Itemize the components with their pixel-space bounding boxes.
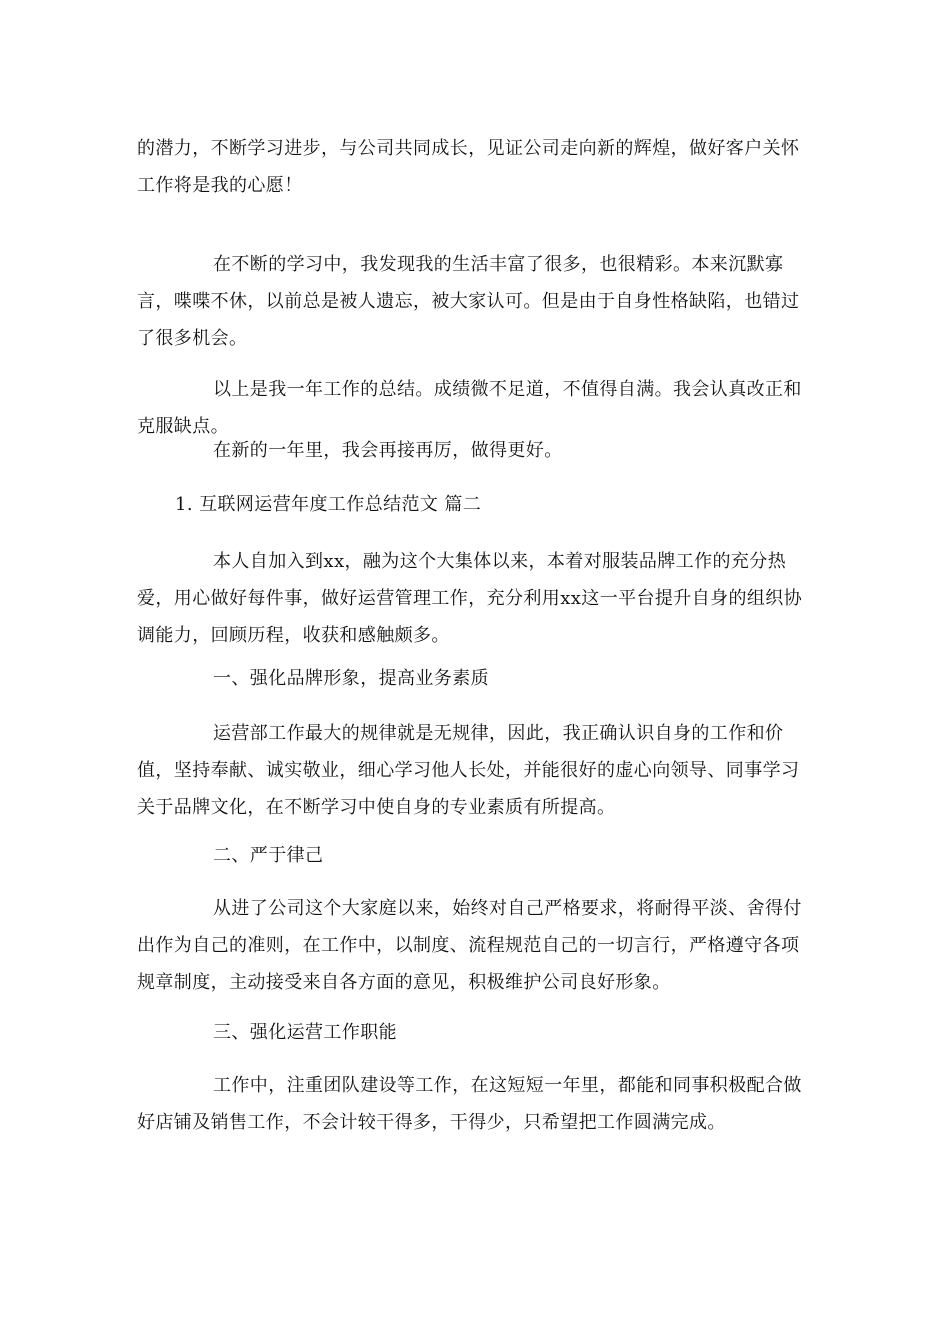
section-title: 1. 互联网运营年度工作总结范文 篇二 bbox=[175, 494, 482, 515]
paragraph-new-year: 在新的一年里，我会再接再厉，做得更好。 bbox=[213, 440, 563, 461]
heading-operations: 三、强化运营工作职能 bbox=[213, 1022, 397, 1043]
paragraph-self-discipline: 从进了公司这个大家庭以来，始终对自己严格要求，将耐得平淡、舍得付出作为自己的准则，在工作中，以制度、流程规范自己的一切言行，严格遵守各项规章制度，主动接受来自各方面的意见，积极维护公司良好形象。 bbox=[137, 898, 802, 993]
heading-self-discipline: 二、严于律己 bbox=[213, 845, 324, 866]
paragraph-summary: 以上是我一年工作的总结。成绩微不足道，不值得自满。我会认真改正和克服缺点。 bbox=[137, 379, 802, 437]
paragraph-continuation: 的潜力，不断学习进步，与公司共同成长，见证公司走向新的辉煌，做好客户关怀工作将是我的心愿！ bbox=[137, 138, 800, 196]
paragraph-brand-image: 运营部工作最大的规律就是无规律，因此，我正确认识自身的工作和价值，坚持奉献、诚实敬业，细心学习他人长处，并能很好的虚心向领导、同事学习关于品牌文化，在不断学习中使自身的专业素质有所提高。 bbox=[137, 723, 800, 818]
paragraph-learning: 在不断的学习中，我发现我的生活丰富了很多，也很精彩。本来沉默寡言，喋喋不休，以前总是被人遗忘，被大家认可。但是由于自身性格缺陷，也错过了很多机会。 bbox=[137, 254, 800, 349]
paragraph-introduction: 本人自加入到xx，融为这个大集体以来，本着对服装品牌工作的充分热爱，用心做好每件事，做好运营管理工作，充分利用xx这一平台提升自身的组织协调能力，回顾历程，收获和感触颇多。 bbox=[137, 551, 803, 646]
paragraph-operations: 工作中，注重团队建设等工作，在这短短一年里，都能和同事积极配合做好店铺及销售工作，不会计较干得多，干得少，只希望把工作圆满完成。 bbox=[137, 1075, 802, 1133]
heading-brand-image: 一、强化品牌形象，提高业务素质 bbox=[213, 668, 489, 689]
